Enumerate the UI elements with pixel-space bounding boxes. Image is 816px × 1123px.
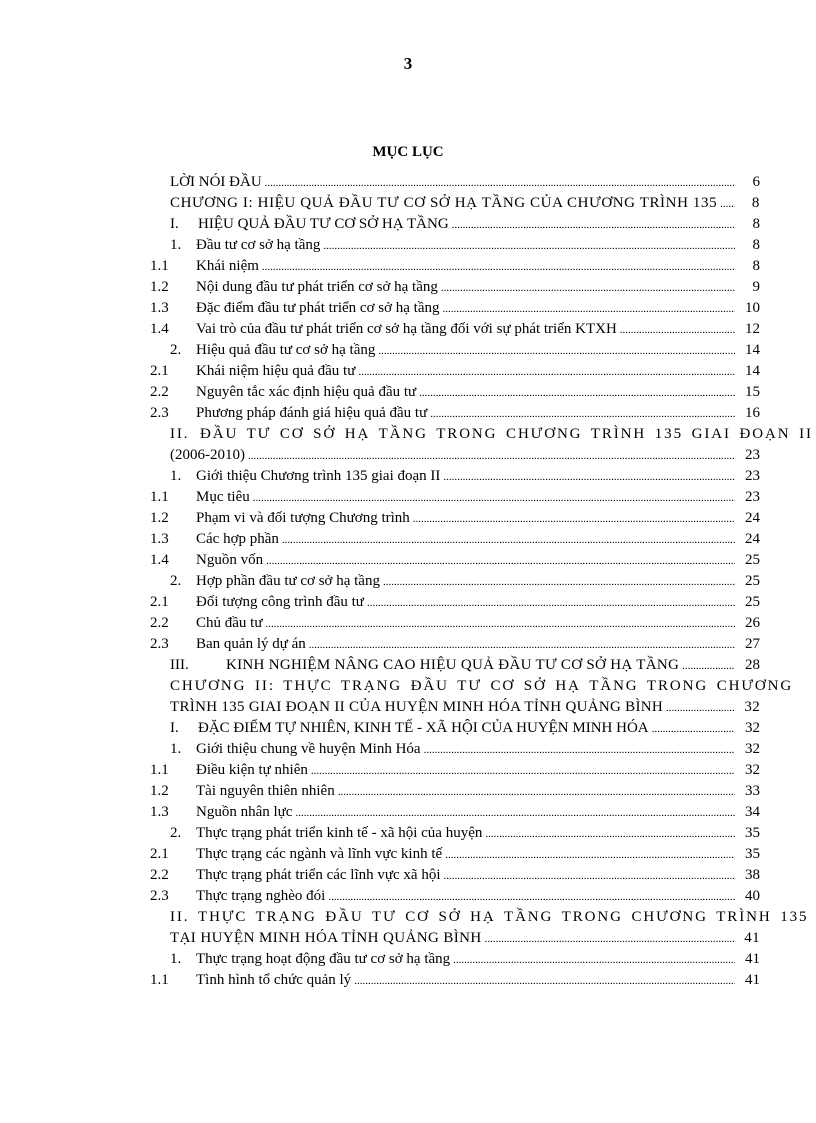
- toc-entry[interactable]: [150, 403, 760, 424]
- toc-entry-page: 32: [745, 741, 760, 757]
- toc-leader: [419, 382, 735, 404]
- toc-entry[interactable]: [170, 466, 760, 487]
- toc-entry-number: 1.4: [150, 552, 169, 568]
- toc-leader: [358, 361, 735, 383]
- toc-entry-text: Các hợp phần: [196, 531, 279, 547]
- toc-leader: [424, 739, 735, 761]
- toc-entry-text: CHƯƠNG II: THỰC TRẠNG ĐẦU TƯ CƠ SỞ HẠ TẦNG TRONG CHƯƠNG: [170, 678, 794, 694]
- toc-entry-number: 1.1: [150, 762, 169, 778]
- toc-entry-text: Nguyên tắc xác định hiệu quả đầu tư: [196, 384, 417, 400]
- toc-entry[interactable]: [150, 886, 760, 907]
- toc-entry[interactable]: [170, 340, 760, 361]
- toc-entry-number: I.: [170, 720, 179, 736]
- toc-leader: [413, 508, 735, 530]
- toc-entry-page: 23: [745, 447, 760, 463]
- toc-entry[interactable]: [170, 949, 760, 970]
- toc-entry-text: Thực trạng hoạt động đầu tư cơ sở hạ tầng: [196, 951, 451, 967]
- toc-leader: [253, 487, 735, 509]
- toc-entry-number: 2.: [170, 573, 182, 589]
- toc-entry[interactable]: [150, 529, 760, 550]
- toc-entry-number: II.: [170, 909, 190, 925]
- toc-leader: [620, 319, 735, 341]
- toc-leader: [323, 235, 735, 257]
- toc-entry[interactable]: [150, 760, 760, 781]
- toc-entry-number: 2.2: [150, 867, 169, 883]
- toc-entry-page: 41: [745, 951, 760, 967]
- toc-entry-number: 2.1: [150, 363, 169, 379]
- toc-entry-page: 41: [744, 930, 760, 946]
- toc-entry-page: 41: [745, 972, 760, 988]
- toc-entry-page: 24: [745, 531, 760, 547]
- toc-entry-text: Tình hình tổ chức quản lý: [196, 972, 352, 988]
- toc-entry-multiline[interactable]: [170, 907, 809, 928]
- toc-entry-text: Thực trạng phát triển các lĩnh vực xã hội: [196, 867, 441, 883]
- toc-leader: [338, 781, 735, 803]
- toc-leader: [262, 256, 735, 278]
- toc-entry[interactable]: [150, 319, 760, 340]
- toc-entry-text: Tài nguyên thiên nhiên: [196, 783, 335, 799]
- toc-entry-text: Phạm vi và đối tượng Chương trình: [196, 510, 410, 526]
- toc-entry-multiline[interactable]: [170, 676, 794, 697]
- toc-entry-number: 2.1: [150, 594, 169, 610]
- toc-leader: [265, 172, 735, 194]
- toc-entry-text: CHƯƠNG I: HIỆU QUẢ ĐẦU TƯ CƠ SỞ HẠ TẦNG CỦA CHƯƠNG TRÌNH 135: [170, 195, 718, 211]
- toc-entry[interactable]: [150, 298, 760, 319]
- table-of-contents: [150, 172, 813, 991]
- toc-leader: [443, 466, 735, 488]
- toc-entry-number: 2.2: [150, 615, 169, 631]
- toc-leader: [441, 277, 735, 299]
- toc-entry-page: 26: [745, 615, 760, 631]
- toc-entry-number: 1.2: [150, 510, 169, 526]
- toc-entry[interactable]: [170, 718, 760, 739]
- toc-leader: [452, 214, 735, 236]
- toc-leader: [367, 592, 735, 614]
- toc-entry-number: 1.3: [150, 531, 169, 547]
- toc-leader: [652, 718, 735, 740]
- toc-entry-page: 34: [745, 804, 760, 820]
- toc-leader: [445, 844, 735, 866]
- toc-entry-continuation[interactable]: [170, 445, 760, 466]
- toc-entry[interactable]: [150, 970, 760, 991]
- toc-entry[interactable]: [150, 487, 760, 508]
- toc-entry-page: 6: [752, 174, 760, 190]
- toc-entry-text: Nguồn vốn: [196, 552, 264, 568]
- toc-entry-page: 25: [745, 594, 760, 610]
- toc-entry[interactable]: [150, 844, 760, 865]
- toc-entry[interactable]: [170, 172, 760, 193]
- toc-entry-text: Đặc điểm đầu tư phát triển cơ sở hạ tầng: [196, 300, 440, 316]
- toc-entry-number: 1.2: [150, 783, 169, 799]
- toc-entry[interactable]: [170, 193, 760, 214]
- toc-entry-text: Đối tượng công trình đầu tư: [196, 594, 364, 610]
- toc-entry-continuation[interactable]: [170, 697, 760, 718]
- toc-entry-text: KINH NGHIỆM NÂNG CAO HIỆU QUẢ ĐẦU TƯ CƠ SỞ HẠ TẦNG: [226, 657, 680, 673]
- toc-entry-text: Điều kiện tự nhiên: [196, 762, 308, 778]
- toc-entry[interactable]: [150, 592, 760, 613]
- toc-entry-page: 8: [752, 258, 760, 274]
- toc-entry-number: 1.: [170, 237, 182, 253]
- toc-leader: [720, 193, 735, 215]
- toc-entry-text: Giới thiệu chung về huyện Minh Hóa: [196, 741, 421, 757]
- toc-entry-number: 1.3: [150, 804, 169, 820]
- toc-entry-number: II.: [170, 426, 190, 442]
- toc-entry-text: LỜI NÓI ĐẦU: [170, 174, 262, 190]
- toc-entry[interactable]: [170, 235, 760, 256]
- toc-entry-number: 1.1: [150, 972, 169, 988]
- toc-entry-number: 1.4: [150, 321, 169, 337]
- toc-entry-number: 1.: [170, 951, 182, 967]
- toc-entry-text: Đầu tư cơ sở hạ tầng: [196, 237, 321, 253]
- toc-entry[interactable]: [170, 655, 760, 676]
- toc-leader: [485, 928, 735, 950]
- toc-entry-page: 32: [744, 699, 760, 715]
- toc-entry-number: 1.3: [150, 300, 169, 316]
- toc-entry-text: Khái niệm: [196, 258, 259, 274]
- toc-entry-page: 8: [752, 216, 760, 232]
- toc-entry[interactable]: [150, 802, 760, 823]
- toc-entry-page: 38: [745, 867, 760, 883]
- toc-leader: [378, 340, 735, 362]
- toc-entry[interactable]: [150, 256, 760, 277]
- toc-leader: [309, 634, 735, 656]
- toc-entry-page: 24: [745, 510, 760, 526]
- toc-entry-page: 10: [745, 300, 760, 316]
- toc-entry-page: 12: [745, 321, 760, 337]
- toc-entry[interactable]: [170, 214, 760, 235]
- toc-entry-text-continued: TRÌNH 135 GIAI ĐOẠN II CỦA HUYỆN MINH HÓA TỈNH QUẢNG BÌNH: [170, 699, 664, 715]
- toc-entry-number: 1.1: [150, 489, 169, 505]
- toc-entry[interactable]: [150, 508, 760, 529]
- toc-entry-text: Giới thiệu Chương trình 135 giai đoạn II: [196, 468, 441, 484]
- toc-entry-text: ĐẶC ĐIỂM TỰ NHIÊN, KINH TẾ - XÃ HỘI CỦA HUYỆN MINH HÓA: [198, 720, 649, 736]
- toc-entry-text: HIỆU QUẢ ĐẦU TƯ CƠ SỞ HẠ TẦNG: [198, 216, 449, 232]
- toc-entry-page: 32: [745, 762, 760, 778]
- toc-entry-number: 2.3: [150, 888, 169, 904]
- toc-entry-text: Hiệu quả đầu tư cơ sở hạ tầng: [196, 342, 376, 358]
- toc-entry-number: 1.: [170, 741, 182, 757]
- toc-entry-multiline[interactable]: [170, 424, 813, 445]
- toc-entry-page: 8: [751, 195, 760, 211]
- toc-entry-text: Thực trạng nghèo đói: [196, 888, 326, 904]
- toc-entry[interactable]: [150, 865, 760, 886]
- toc-entry-page: 28: [745, 657, 760, 673]
- toc-entry-page: 25: [745, 552, 760, 568]
- toc-entry-text: Thực trạng các ngành và lĩnh vực kinh tế: [196, 846, 443, 862]
- toc-entry[interactable]: [150, 550, 760, 571]
- toc-entry[interactable]: [170, 823, 760, 844]
- toc-entry[interactable]: [150, 613, 760, 634]
- toc-leader: [328, 886, 735, 908]
- toc-entry-number: 2.: [170, 825, 182, 841]
- toc-entry-number: 2.3: [150, 636, 169, 652]
- toc-entry-text: THỰC TRẠNG ĐẦU TƯ CƠ SỞ HẠ TẦNG TRONG CHƯƠNG TRÌNH 135: [198, 909, 809, 925]
- page-number: 3: [403, 54, 413, 73]
- toc-leader: [485, 823, 735, 845]
- toc-entry-page: 27: [745, 636, 760, 652]
- toc-entry-page: 35: [745, 825, 760, 841]
- toc-entry-text: Vai trò của đầu tư phát triển cơ sở hạ tầng đối với sự phát triển KTXH: [196, 321, 617, 337]
- toc-entry-number: 2.3: [150, 405, 169, 421]
- toc-leader: [282, 529, 735, 551]
- toc-entry-page: 15: [745, 384, 760, 400]
- toc-entry-number: 2.: [170, 342, 182, 358]
- toc-entry-page: 33: [745, 783, 760, 799]
- toc-leader: [248, 445, 735, 467]
- toc-entry-number: 2.1: [150, 846, 169, 862]
- toc-entry-page: 9: [752, 279, 760, 295]
- toc-entry-page: 23: [745, 468, 760, 484]
- toc-entry-text: Hợp phần đầu tư cơ sở hạ tầng: [196, 573, 380, 589]
- toc-entry-page: 14: [745, 363, 760, 379]
- toc-entry-page: 16: [745, 405, 760, 421]
- toc-leader: [444, 865, 735, 887]
- toc-entry[interactable]: [150, 634, 760, 655]
- toc-entry-page: 35: [745, 846, 760, 862]
- toc-entry[interactable]: [150, 781, 760, 802]
- toc-entry-number: 1.: [170, 468, 182, 484]
- toc-entry-page: 40: [745, 888, 760, 904]
- toc-leader: [266, 550, 735, 572]
- toc-leader: [443, 298, 735, 320]
- toc-entry-number: III.: [170, 657, 189, 673]
- toc-leader: [682, 655, 735, 677]
- toc-leader: [453, 949, 735, 971]
- toc-entry-page: 14: [745, 342, 760, 358]
- toc-title: MỤC LỤC: [372, 144, 444, 160]
- toc-entry[interactable]: [170, 571, 760, 592]
- toc-entry-text: Chủ đầu tư: [196, 615, 263, 631]
- toc-entry-text: Thực trạng phát triển kinh tế - xã hội của huyện: [196, 825, 483, 841]
- toc-entry-text: ĐẦU TƯ CƠ SỞ HẠ TẦNG TRONG CHƯƠNG TRÌNH 135 GIAI ĐOẠN II: [200, 426, 813, 442]
- toc-entry-text: Nguồn nhân lực: [196, 804, 293, 820]
- toc-entry-text-continued: (2006-2010): [170, 447, 245, 463]
- toc-entry-number: 1.2: [150, 279, 169, 295]
- toc-entry-continuation[interactable]: [170, 928, 760, 949]
- toc-leader: [430, 403, 735, 425]
- toc-entry-text: Khái niệm hiệu quả đầu tư: [196, 363, 356, 379]
- toc-entry-page: 25: [745, 573, 760, 589]
- toc-entry-text: Nội dung đầu tư phát triển cơ sở hạ tầng: [196, 279, 438, 295]
- toc-leader: [295, 802, 735, 824]
- toc-entry-text-continued: TẠI HUYỆN MINH HÓA TỈNH QUẢNG BÌNH: [170, 930, 482, 946]
- toc-entry-number: I.: [170, 216, 179, 232]
- toc-entry-text: Mục tiêu: [196, 489, 250, 505]
- toc-leader: [383, 571, 735, 593]
- toc-entry[interactable]: [170, 739, 760, 760]
- toc-entry-number: 1.1: [150, 258, 169, 274]
- toc-entry-number: 2.2: [150, 384, 169, 400]
- toc-entry-page: 8: [752, 237, 760, 253]
- toc-leader: [311, 760, 735, 782]
- toc-leader: [354, 970, 735, 992]
- toc-leader: [666, 697, 735, 719]
- toc-entry[interactable]: [150, 382, 760, 403]
- toc-entry-text: Ban quản lý dự án: [196, 636, 306, 652]
- toc-entry[interactable]: [150, 277, 760, 298]
- toc-leader: [265, 613, 735, 635]
- toc-entry-page: 32: [745, 720, 760, 736]
- toc-entry[interactable]: [150, 361, 760, 382]
- toc-entry-page: 23: [745, 489, 760, 505]
- toc-entry-text: Phương pháp đánh giá hiệu quả đầu tư: [196, 405, 428, 421]
